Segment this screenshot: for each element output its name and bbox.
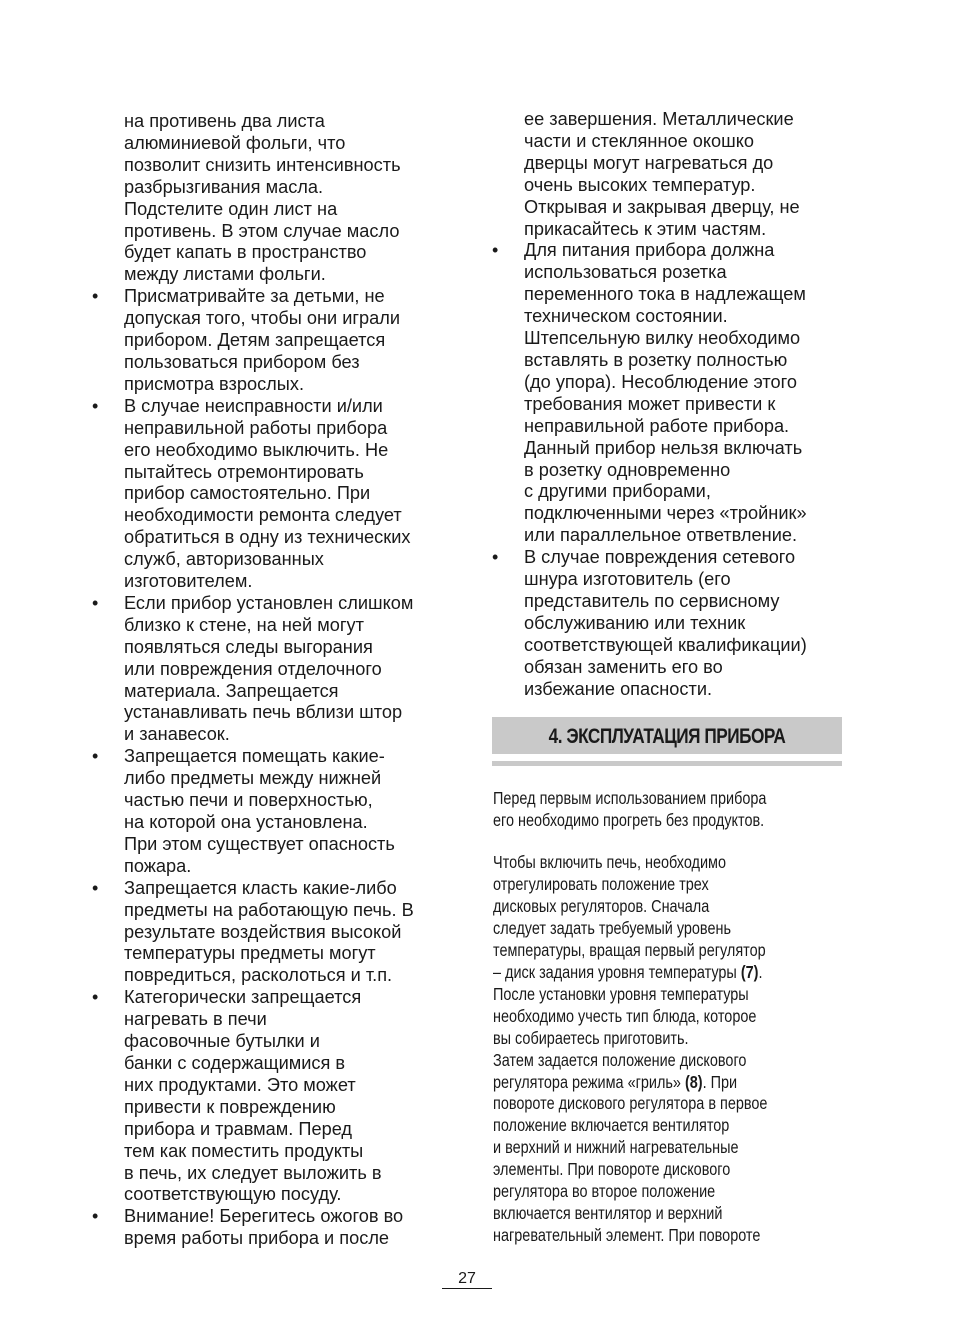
text-line: привести к повреждению [124, 1096, 336, 1117]
text-line: положение включается вентилятор [493, 1115, 730, 1136]
text-line: дверцы могут нагреваться до [524, 152, 774, 173]
text-line: появляться следы выгорания [124, 636, 373, 657]
text-line: соответствующей квалификации) [524, 634, 807, 655]
text-line: в печь, их следует выложить в [124, 1162, 382, 1183]
text-line: дисковых регуляторов. Сначала [493, 895, 710, 916]
text-line: переменного тока в надлежащем [524, 284, 806, 305]
text-line: избежание опасности. [524, 678, 713, 699]
text-line: (до упора). Несоблюдение этого [524, 371, 797, 392]
text-line: подключенными через «тройник» [524, 503, 807, 524]
text-line: очень высоких температур. [524, 174, 756, 195]
text-line: служб, авторизованных [124, 549, 324, 570]
section-heading-bar [492, 717, 842, 754]
text-line: прибор самостоятельно. При [124, 483, 371, 504]
text-line: тем как поместить продукты [124, 1140, 364, 1161]
text-line: результате воздействия высокой [124, 921, 402, 942]
right-column [492, 109, 844, 700]
text-line: При этом существует опасность [124, 833, 395, 854]
bullet-dot-icon: • [492, 547, 499, 568]
text-line: Данный прибор нельзя включать [524, 437, 803, 458]
text-line: ее завершения. Металлические [524, 109, 794, 129]
section-heading: 4. ЭКСПЛУАТАЦИЯ ПРИБОРА [548, 725, 786, 748]
text-line: его необходимо прогреть без продуктов. [493, 809, 765, 830]
text-line: разбрызгивания масла. [124, 176, 324, 197]
text-line: Затем задается положение дискового [493, 1049, 747, 1070]
text-line: температуры, вращая первый регулятор [493, 939, 766, 960]
text-line: необходимо учесть тип блюда, которое [493, 1005, 757, 1026]
part-reference: (7) [740, 961, 759, 982]
text-line: обратиться в одну из технических [124, 527, 411, 548]
text-line: время работы прибора и после [124, 1228, 390, 1249]
text-line: повороте дискового регулятора в первое [493, 1093, 768, 1114]
bullet-dot-icon: • [92, 395, 99, 416]
text-line: Категорически запрещается [124, 987, 362, 1008]
text-line: на противень два листа [124, 111, 325, 131]
text-line: повредиться, расколоться и т.п. [124, 965, 393, 986]
text-line: и занавесок. [124, 724, 230, 745]
text-line: предметы на работающую печь. В [124, 899, 414, 920]
text-line: противень. В этом случае масло [124, 220, 400, 241]
right-continuation-text [492, 109, 844, 240]
text-line: элементы. При повороте дискового [493, 1159, 731, 1180]
text-line: нагревательный элемент. При повороте [493, 1225, 761, 1246]
text-line: между листами фольги. [124, 264, 326, 285]
bullet-dot-icon: • [492, 240, 499, 261]
text-line: шнура изготовитель (его [524, 569, 731, 590]
bullet-dot-icon: • [92, 877, 99, 898]
text-line: Запрещается помещать какие- [124, 746, 385, 767]
text-run: . При [702, 1071, 738, 1092]
left-continuation-text [92, 111, 452, 286]
bullet-item [492, 240, 844, 547]
text-line: отрегулировать положение трех [493, 873, 709, 894]
left-column [92, 111, 452, 1250]
text-line: и верхний и нижний нагревательные [493, 1137, 739, 1158]
bullet-item [92, 987, 452, 1206]
text-line: будет капать в пространство [124, 242, 367, 263]
text-line: них продуктами. Это может [124, 1074, 356, 1095]
text-line: либо предметы между нижней [124, 768, 382, 789]
bullet-dot-icon: • [92, 746, 99, 767]
text-line: В случае повреждения сетевого [524, 547, 796, 568]
text-line: неправильной работы прибора [124, 417, 388, 438]
text-line: прикасайтесь к этим частям. [524, 218, 767, 239]
bullet-item [92, 396, 452, 593]
bullet-item [92, 746, 452, 877]
text-line: Для питания прибора должна [524, 240, 775, 261]
text-line: необходимости ремонта следует [124, 505, 402, 526]
text-line: изготовителем. [124, 571, 253, 592]
text-line [493, 1072, 842, 1094]
text-line: неправильной работе прибора. [524, 415, 790, 436]
text-line: допуская того, чтобы они играли [124, 308, 401, 329]
text-run: . [758, 961, 763, 982]
text-line: пользоваться прибором без [124, 351, 360, 372]
text-line: Внимание! Берегитесь ожогов во [124, 1206, 404, 1227]
text-line: соответствующую посуду. [124, 1184, 342, 1205]
text-line: Чтобы включить печь, необходимо [493, 852, 726, 872]
text-line: фасовочные бутылки и [124, 1031, 320, 1052]
text-line: обязан заменить его во [524, 656, 723, 677]
text-line: вы собираетесь приготовить. [493, 1027, 689, 1048]
text-line: Перед первым использованием прибора [493, 788, 767, 808]
text-line: Открывая и закрывая дверцу, не [524, 196, 800, 217]
text-line: алюминиевой фольги, что [124, 132, 346, 153]
bullet-item [492, 547, 844, 700]
text-line: присмотра взрослых. [124, 373, 305, 394]
text-line: вставлять в розетку полностью [524, 349, 788, 370]
text-line: требования может привести к [524, 393, 776, 414]
bullet-dot-icon: • [92, 1206, 99, 1227]
text-line: Присматривайте за детьми, не [124, 286, 385, 307]
text-line: включается вентилятор и верхний [493, 1203, 723, 1224]
operation-paragraph [493, 852, 842, 1247]
text-line: прибором. Детям запрещается [124, 330, 386, 351]
intro-paragraph [493, 788, 842, 832]
text-line: техническом состоянии. [524, 306, 728, 327]
right-bullet-list [492, 240, 844, 700]
bullet-dot-icon: • [92, 592, 99, 613]
text-line: Если прибор установлен слишком [124, 592, 414, 613]
text-line: или параллельное ответвление. [524, 525, 798, 546]
section-divider [492, 761, 842, 766]
text-run: регулятора режима «гриль» [493, 1071, 685, 1092]
text-run: – диск задания уровня температуры [493, 961, 741, 982]
text-line: его необходимо выключить. Не [124, 439, 389, 460]
text-line: прибора и травмам. Перед [124, 1118, 353, 1139]
part-reference: (8) [684, 1071, 703, 1092]
text-line: После установки уровня температуры [493, 983, 749, 1004]
text-line: следует задать требуемый уровень [493, 917, 731, 938]
text-line: Подстелите один лист на [124, 198, 338, 219]
bullet-dot-icon: • [92, 286, 99, 307]
text-line: представитель по сервисному [524, 590, 780, 611]
text-line: устанавливать печь вблизи штор [124, 702, 403, 723]
text-line [493, 962, 842, 984]
text-line: температуры предметы могут [124, 943, 376, 964]
text-line: с другими приборами, [524, 481, 711, 502]
text-line: банки с содержащимися в [124, 1052, 346, 1073]
left-bullet-list [92, 286, 452, 1250]
bullet-item [92, 878, 452, 988]
text-line: обслуживанию или техник [524, 612, 746, 633]
text-line: регулятора во второе положение [493, 1181, 716, 1202]
text-line: Штепсельную вилку необходимо [524, 328, 801, 349]
text-line: позволит снизить интенсивность [124, 154, 401, 175]
text-line: использоваться розетка [524, 262, 727, 283]
text-line: Запрещается класть какие-либо [124, 877, 397, 898]
bullet-item [92, 1206, 452, 1250]
text-line: В случае неисправности и/или [124, 395, 383, 416]
page-number: 27 [458, 1270, 476, 1287]
text-line: в розетку одновременно [524, 459, 731, 480]
text-line: близко к стене, на ней могут [124, 614, 364, 635]
text-line: или повреждения отделочного [124, 658, 382, 679]
text-line: частью печи и поверхностью, [124, 790, 373, 811]
text-line: нагревать в печи [124, 1009, 267, 1030]
text-line: на которой она установлена. [124, 812, 368, 832]
bullet-item [92, 593, 452, 746]
page-number-underline [442, 1288, 492, 1289]
bullet-dot-icon: • [92, 987, 99, 1008]
text-line: пытайтесь отремонтировать [124, 461, 364, 482]
text-line: материала. Запрещается [124, 680, 339, 701]
text-line: части и стеклянное окошко [524, 130, 755, 151]
text-line: пожара. [124, 855, 192, 876]
bullet-item [92, 286, 452, 396]
